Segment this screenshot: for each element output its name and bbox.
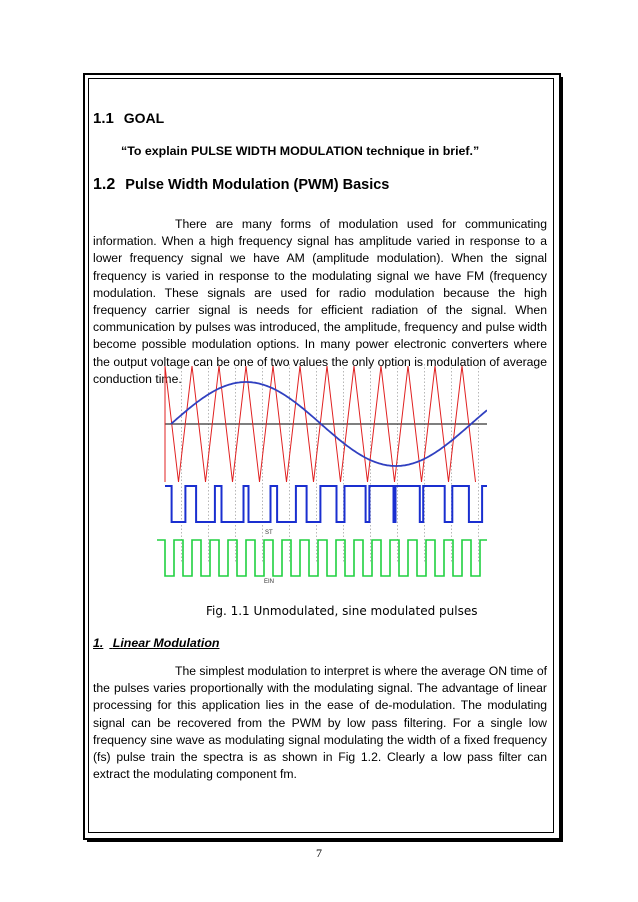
figure-label-ein: EIN [264,579,275,585]
goal-heading [93,110,164,127]
figure-label-st: ST [265,530,273,536]
linear-paragraph [93,663,547,783]
pwm-figure [157,362,487,588]
unmodulated-square-wave [157,540,487,576]
page-number: 7 [316,846,322,860]
section-title: Pulse Width Modulation (PWM) Basics [125,177,390,193]
intro-paragraph-text: There are many forms of modulation used for communicating information. When a high frequency signal has amplitude varied in response to a lower frequency signal we have AM (amplitude modulation). When the signal frequency is varied in response to the modulating signal we have FM (frequency modulation. These signals are used for radio modulation because the high frequency carrier signal is needs for efficient radiation of the signal. When communication by pulses was introduced, the amplitude, frequency and pulse width become possible modulation options. In many power electronic converters where the output voltage can be one of two values the only option is modulation of average conduction time. [93,217,547,386]
subsection-heading [93,636,220,650]
figure-caption: Fig. 1.1 Unmodulated, sine modulated pulses [206,604,478,618]
subsection-title: Linear Modulation [112,636,220,650]
subsection-number: 1. [93,636,104,650]
goal-title: GOAL [123,110,165,126]
section-heading [93,176,389,194]
goal-quote: “To explain PULSE WIDTH MODULATION technique in brief.” [121,144,480,158]
pwm-output-wave [165,486,487,522]
linear-paragraph-text: The simplest modulation to interpret is where the average ON time of the pulses varies proportionally with the modulating signal. The advantage of linear processing for this application lies in the ease of de-modulation. The modulating signal can be recovered from the PWM by low pass filtering. For a single low frequency sine wave as modulating signal modulating the width of a fixed frequency (fs) pulse train the spectra is as shown in Fig 1.2. Clearly a low pass filter can extract the modulating component fm. [93,664,547,782]
section-number: 1.2 [93,176,116,193]
goal-number: 1.1 [93,110,114,127]
